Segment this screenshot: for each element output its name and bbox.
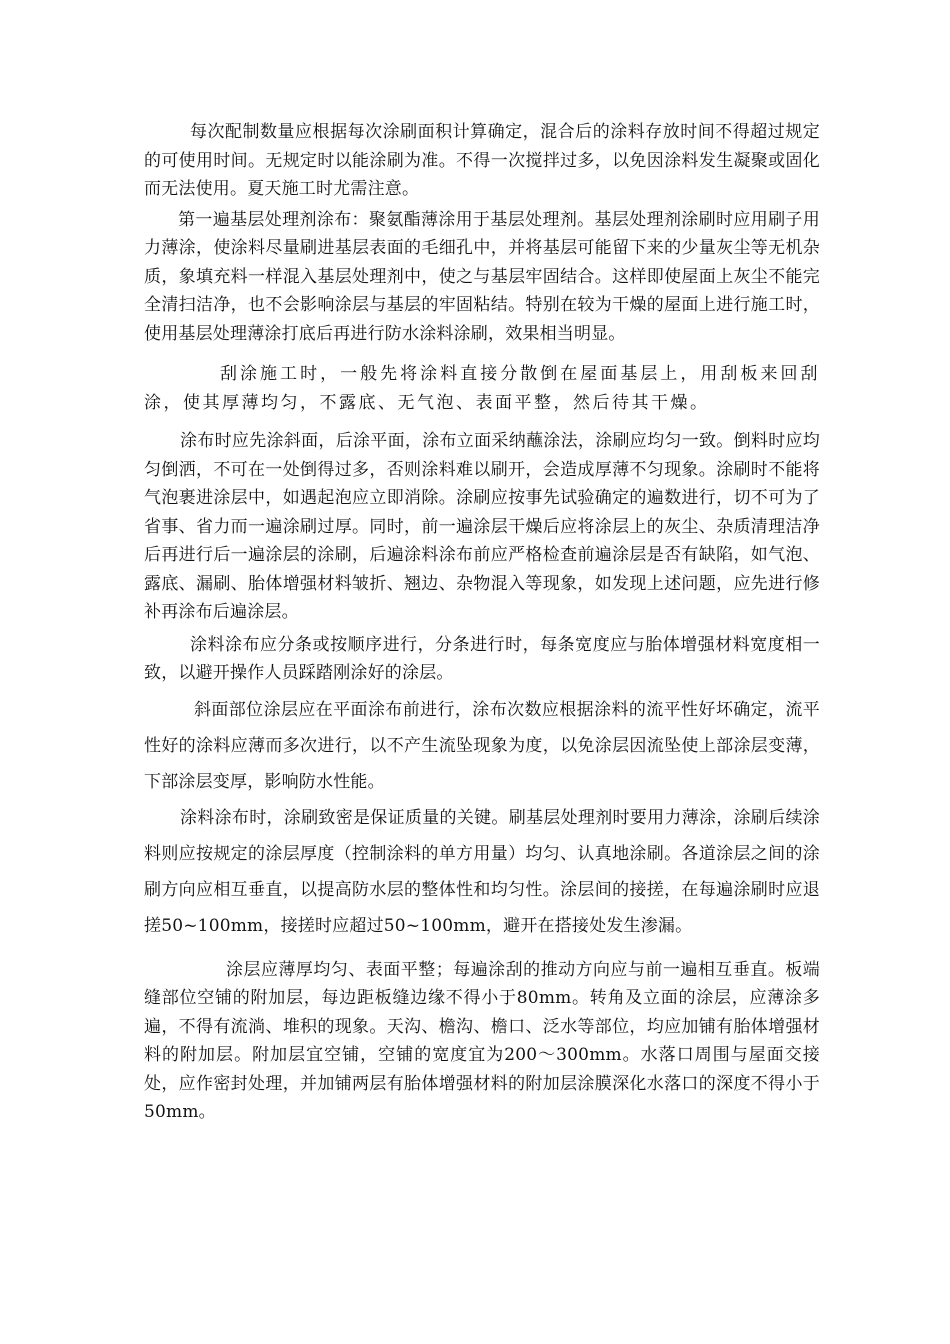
paragraph-text: 涂料涂布时，涂刷致密是保证质量的关键。刷基层处理剂时要用力薄涂，涂刷后续涂料则应按规定的涂层厚度（控制涂料的单方用量）均匀、认真地涂刷。各道涂层之间的涂刷方向应相互垂直，以提高防水层的整体性和均匀性。涂层间的接搓，在每遍涂刷时应退搓50~100mm，接搓时应超过50~100mm，避开在搭接处发生渗漏。 (144, 807, 820, 936)
paragraph-text: 每次配制数量应根据每次涂刷面积计算确定，混合后的涂料存放时间不得超过规定的可使用时间。无规定时以能涂刷为准。不得一次搅拌过多，以免因涂料发生凝聚或固化而无法使用。夏天施工时尤需注意。 (144, 122, 820, 199)
paragraph-text: 斜面部位涂层应在平面涂布前进行，涂布次数应根据涂料的流平性好坏确定，流平性好的涂料应薄而多次进行，以不产生流坠现象为度，以免涂层因流坠使上部涂层变薄，下部涂层变厚，影响防水性能。 (144, 699, 820, 792)
paragraph-slope (144, 692, 820, 800)
paragraph-text: 涂布时应先涂斜面，后涂平面，涂布立面采纳蘸涂法，涂刷应均匀一致。倒料时应均匀倒洒，不可在一处倒得过多，否则涂料难以刷开，会造成厚薄不匀现象。涂刷时不能将气泡裹进涂层中，如遇起泡应立即消除。涂刷应按事先试验确定的遍数进行，切不可为了省事、省力而一遍涂刷过厚。同时，前一遍涂层干燥后应将涂层上的灰尘、杂质清理洁净后再进行后一遍涂层的涂刷，后遍涂料涂布前应严格检查前遍涂层是否有缺陷，如气泡、露底、漏刷、胎体增强材料皱折、翘边、杂物混入等现象，如发现上述问题，应先进行修补再涂布后遍涂层。 (144, 431, 820, 622)
paragraph-coating-order (144, 427, 820, 627)
paragraph-text: 涂料涂布应分条或按顺序进行，分条进行时，每条宽度应与胎体增强材料宽度相一致，以避开操作人员踩踏刚涂好的涂层。 (144, 634, 820, 683)
paragraph-density (144, 800, 820, 944)
paragraph-mixing (144, 118, 820, 204)
document-page (144, 118, 820, 1127)
paragraph-strips (144, 631, 820, 688)
paragraph-primer (144, 206, 820, 349)
paragraph-text: 涂层应薄厚均匀、表面平整；每遍涂刮的推动方向应与前一遍相互垂直。板端缝部位空铺的附加层，每边距板缝边缘不得小于80mm。转角及立面的涂层，应薄涂多遍，不得有流淌、堆积的现象。天沟、檐沟、檐口、泛水等部位，均应加铺有胎体增强材料的附加层。附加层宜空铺，空铺的宽度宜为200～300mm。水落口周围与屋面交接处，应作密封处理，并加铺两层有胎体增强材料的附加层涂膜深化水落口的深度不得小于50mm。 (144, 959, 820, 1122)
paragraph-thickness (144, 956, 820, 1127)
paragraph-scraping (144, 360, 820, 417)
paragraph-text: 第一遍基层处理剂涂布：聚氨酯薄涂用于基层处理剂。基层处理剂涂刷时应用刷子用力薄涂，使涂料尽量刷进基层表面的毛细孔中，并将基层可能留下来的少量灰尘等无机杂质，象填充料一样混入基层处理剂中，使之与基层牢固结合。这样即使屋面上灰尘不能完全清扫洁净，也不会影响涂层与基层的牢固粘结。特别在较为干燥的屋面上进行施工时，使用基层处理薄涂打底后再进行防水涂料涂刷，效果相当明显。 (144, 209, 820, 344)
paragraph-text: 刮涂施工时，一般先将涂料直接分散倒在屋面基层上，用刮板来回刮涂，使其厚薄均匀，不露底、无气泡、表面平整，然后待其干燥。 (144, 364, 820, 413)
